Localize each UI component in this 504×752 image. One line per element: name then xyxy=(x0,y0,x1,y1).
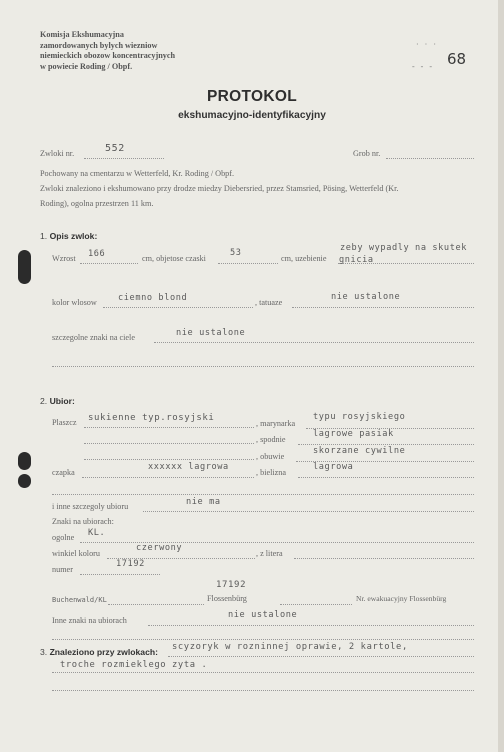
zwloki-value: 552 xyxy=(105,143,125,154)
wzrost-label: Wzrost xyxy=(52,254,76,263)
numer-value: 17192 xyxy=(116,559,145,569)
flossenburg-label: Flossenbürg xyxy=(207,594,247,603)
bielizna-value: lagrowa xyxy=(313,462,354,472)
bielizna-label: , bielizna xyxy=(256,468,287,477)
section-number: 1. xyxy=(40,231,48,241)
uzebienie-value: zeby wypadly na skutek xyxy=(340,243,468,253)
cm-uzebienie-label: cm, uzebienie xyxy=(281,254,327,263)
zwloki-label: Zwloki nr. xyxy=(40,149,75,158)
found-line-continued: Roding), ogolna przestrzen 11 km. xyxy=(40,199,154,208)
spodnie-label: , spodnie xyxy=(256,435,286,444)
wzrost-value: 166 xyxy=(88,249,106,259)
winkiel-value: czerwony xyxy=(136,543,183,553)
section-number: 3. xyxy=(40,647,48,657)
tatuaze-value: nie ustalone xyxy=(331,292,401,302)
winkiel-label: winkiel koloru xyxy=(52,549,100,558)
header-line: w powiecie Roding / Obpf. xyxy=(40,61,133,71)
flossenburg-number: 17192 xyxy=(216,580,247,590)
litera-label: , z litera xyxy=(256,549,283,558)
header-line: zamordowanych bylych wiezniow xyxy=(40,40,158,50)
punch-hole-top xyxy=(18,250,31,284)
commission-header xyxy=(40,30,175,72)
spodnie-value: lagrowe pasiak xyxy=(313,429,394,439)
nr-ewakuacyjny-label: Nr. ewakuacyjny Flossenbürg xyxy=(356,594,447,603)
decorative-dashes: - - - xyxy=(412,62,434,71)
uzebienie-value-continued: gnicia xyxy=(339,255,374,265)
inne-znaki-value: nie ustalone xyxy=(228,610,298,620)
decorative-dashes: · · · xyxy=(416,40,438,49)
section-title: Znaleziono przy zwlokach: xyxy=(49,647,158,657)
section-number: 2. xyxy=(40,396,48,406)
kolor-wlosow-label: kolor wlosow xyxy=(52,298,97,307)
numer-label: numer xyxy=(52,565,73,574)
punch-hole-middle xyxy=(18,452,31,470)
marynarka-label: , marynarka xyxy=(256,419,296,428)
grob-label: Grob nr. xyxy=(353,149,381,158)
section-title: Ubior: xyxy=(49,396,75,406)
section-1-heading xyxy=(40,231,97,241)
section-title: Opis zwlok: xyxy=(49,231,98,241)
section-3-heading xyxy=(40,647,158,657)
buchenwald-stamp: Buchenwald/KL xyxy=(52,596,107,604)
znaki-ciele-value: nie ustalone xyxy=(176,328,246,338)
plaszcz-value: sukienne typ.rosyjski xyxy=(88,413,215,423)
ogolne-label: ogolne xyxy=(52,533,75,542)
czapka-value: xxxxxx lagrowa xyxy=(148,462,229,472)
obuwie-value: skorzane cywilne xyxy=(313,446,406,456)
document-title: PROTOKOL xyxy=(207,88,297,105)
cm-objetosc-label: cm, objetose czaski xyxy=(142,254,206,263)
znaki-ubiorach-label: Znaki na ubiorach: xyxy=(52,517,114,526)
header-line: Komisja Ekshumacyjna xyxy=(40,30,124,39)
czapka-label: czapka xyxy=(52,468,75,477)
kolor-wlosow-value: ciemno blond xyxy=(118,293,188,303)
czaszka-value: 53 xyxy=(230,248,242,258)
page-number: 68 xyxy=(447,50,467,68)
found-line: Zwloki znaleziono i ekshumowano przy drodze miedzy Diebersried, przez Stamsried, Pösing, Wetterfeld (Kr. xyxy=(40,184,399,193)
tatuaze-label: , tatuaze xyxy=(255,298,283,307)
plaszcz-label: Plaszcz xyxy=(52,418,77,427)
obuwie-label: , obuwie xyxy=(256,452,285,461)
found-items-value: scyzoryk w rozninnej oprawie, 2 kartole, xyxy=(172,642,408,652)
burial-line: Pochowany na cmentarzu w Wetterfeld, Kr. Roding / Obpf. xyxy=(40,169,235,178)
inne-szczegoly-value: nie ma xyxy=(186,497,221,507)
inne-szczegoly-label: i inne szczegoly ubioru xyxy=(52,502,129,511)
document-subtitle: ekshumacyjno-identyfikacyjny xyxy=(178,110,326,121)
marynarka-value: typu rosyjskiego xyxy=(313,412,406,422)
section-2-heading xyxy=(40,396,75,406)
inne-znaki-label: Inne znaki na ubiorach xyxy=(52,616,127,625)
znaki-ciele-label: szczegolne znaki na ciele xyxy=(52,333,135,342)
header-line: niemieckich obozow koncentracyjnych xyxy=(40,51,176,61)
ogolne-value: KL. xyxy=(88,528,106,538)
found-items-value-continued: troche rozmieklego zyta . xyxy=(60,660,208,670)
punch-hole-bottom xyxy=(18,474,31,488)
